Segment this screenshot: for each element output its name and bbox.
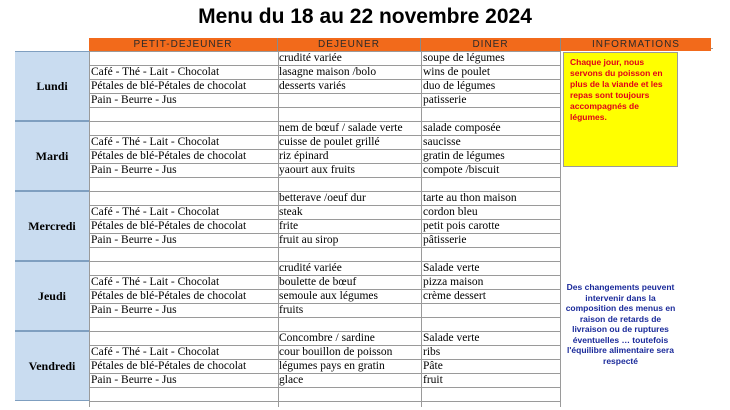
breakfast-item: Pétales de blé-Pétales de chocolat <box>91 80 247 92</box>
column-divider <box>421 51 422 407</box>
dinner-item: compote /biscuit <box>423 164 500 176</box>
dinner-item: tarte au thon maison <box>423 192 517 204</box>
dinner-item <box>423 303 559 317</box>
dinner-item: petit pois carotte <box>423 220 500 232</box>
lunch-item: cour bouillon de poisson <box>279 346 393 358</box>
breakfast-item: Café - Thé - Lait - Chocolat <box>91 276 220 288</box>
breakfast-item: Pain - Beurre - Jus <box>91 164 177 176</box>
dinner-item: patisserie <box>423 94 467 106</box>
dinner-item: cordon bleu <box>423 206 478 218</box>
breakfast-item: Café - Thé - Lait - Chocolat <box>91 346 220 358</box>
dinner-item: pizza maison <box>423 276 484 288</box>
dinner-item: pâtisserie <box>423 234 467 246</box>
lunch-item: crudité variée <box>279 262 342 274</box>
header-dinner: DINER <box>421 38 561 51</box>
page-title: Menu du 18 au 22 novembre 2024 <box>198 5 532 28</box>
lunch-item: légumes pays en gratin <box>279 360 385 372</box>
day-label-1: Mardi <box>15 121 89 191</box>
lunch-item <box>279 93 420 107</box>
row-divider <box>89 401 560 402</box>
dinner-item: fruit <box>423 374 443 386</box>
row-divider <box>89 177 560 178</box>
lunch-item: lasagne maison /bolo <box>279 66 377 78</box>
breakfast-item: Pétales de blé-Pétales de chocolat <box>91 220 247 232</box>
header-lunch: DEJEUNER <box>278 38 421 51</box>
lunch-item: desserts variés <box>279 80 346 92</box>
breakfast-item: Pain - Beurre - Jus <box>91 304 177 316</box>
dinner-item: Pâte <box>423 360 443 372</box>
row-divider <box>89 317 560 318</box>
lunch-item: semoule aux légumes <box>279 290 379 302</box>
lunch-item: crudité variée <box>279 52 342 64</box>
breakfast-item: Pétales de blé-Pétales de chocolat <box>91 360 247 372</box>
breakfast-item: Pain - Beurre - Jus <box>91 94 177 106</box>
dinner-item: crème dessert <box>423 290 486 302</box>
lunch-item: riz épinard <box>279 150 329 162</box>
header-info: INFORMATIONS <box>561 38 711 51</box>
breakfast-item: Pain - Beurre - Jus <box>91 374 177 386</box>
header-breakfast: PETIT-DEJEUNER <box>89 38 278 51</box>
lunch-item: boulette de bœuf <box>279 276 357 288</box>
breakfast-item: Pain - Beurre - Jus <box>91 234 177 246</box>
breakfast-item: Pétales de blé-Pétales de chocolat <box>91 150 247 162</box>
info-note-changes: Des changements peuvent intervenir dans la composition des menus en raison de retards de livraison ou de ruptures éventuelles … toutefois l'équilibre alimentaire sera respecté <box>565 282 676 366</box>
lunch-item: betterave /oeuf dur <box>279 192 366 204</box>
lunch-item: cuisse de poulet grillé <box>279 136 380 148</box>
lunch-item: Concombre / sardine <box>279 332 375 344</box>
dinner-item: soupe de légumes <box>423 52 505 64</box>
info-note-fish: Chaque jour, nous servons du poisson en plus de la viande et les repas sont toujours accompagnés de légumes. <box>563 52 678 167</box>
day-label-3: Jeudi <box>15 261 89 331</box>
row-divider <box>89 387 560 388</box>
day-label-2: Mercredi <box>15 191 89 261</box>
lunch-item: fruit au sirop <box>279 234 339 246</box>
lunch-item: nem de bœuf / salade verte <box>279 122 403 134</box>
dinner-item: wins de poulet <box>423 66 491 78</box>
dinner-item: salade composée <box>423 122 501 134</box>
row-divider <box>89 247 560 248</box>
dinner-item: Salade verte <box>423 262 480 274</box>
dinner-item: duo de légumes <box>423 80 496 92</box>
breakfast-item: Café - Thé - Lait - Chocolat <box>91 136 220 148</box>
column-divider <box>89 51 90 407</box>
dinner-item: ribs <box>423 346 441 358</box>
breakfast-item: Pétales de blé-Pétales de chocolat <box>91 290 247 302</box>
dinner-item: Salade verte <box>423 332 480 344</box>
day-label-0: Lundi <box>15 51 89 121</box>
column-divider <box>560 51 561 407</box>
row-divider <box>89 107 560 108</box>
breakfast-item: Café - Thé - Lait - Chocolat <box>91 206 220 218</box>
breakfast-item: Café - Thé - Lait - Chocolat <box>91 66 220 78</box>
lunch-item: yaourt aux fruits <box>279 164 356 176</box>
lunch-item: steak <box>279 206 303 218</box>
lunch-item: frite <box>279 220 299 232</box>
dinner-item: saucisse <box>423 136 461 148</box>
lunch-item: fruits <box>279 304 304 316</box>
dinner-item: gratin de légumes <box>423 150 505 162</box>
day-label-4: Vendredi <box>15 331 89 401</box>
lunch-item: glace <box>279 374 304 386</box>
